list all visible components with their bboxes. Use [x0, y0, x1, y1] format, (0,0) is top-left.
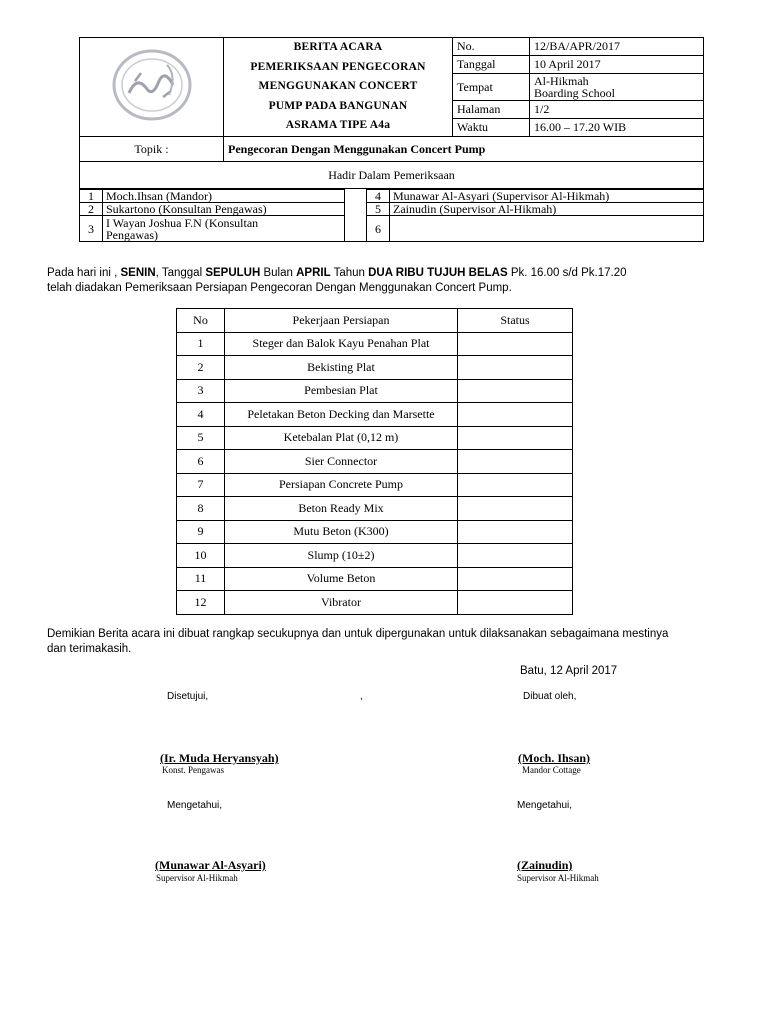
known-right-name: (Zainudin) — [517, 858, 573, 872]
row-task: Peletakan Beton Decking dan Marsette — [225, 403, 458, 427]
column-gap — [345, 190, 367, 203]
row-number: 1 — [177, 332, 225, 356]
table-row — [177, 520, 573, 544]
institution-logo-icon — [107, 45, 197, 125]
row-task: Steger dan Balok Kayu Penahan Plat — [225, 332, 458, 356]
row-number: 12 — [177, 591, 225, 615]
row-status — [458, 426, 573, 450]
info-value — [530, 74, 704, 101]
row-number: 4 — [177, 403, 225, 427]
row-number: 10 — [177, 544, 225, 568]
info-key: Tanggal — [453, 56, 530, 74]
row-task: Mutu Beton (K300) — [225, 520, 458, 544]
intro-line-1 — [47, 266, 747, 281]
made-label: Dibuat oleh, — [523, 691, 577, 702]
attendee-name — [390, 216, 704, 242]
row-status — [458, 567, 573, 591]
attendee-number: 3 — [80, 216, 103, 242]
row-status — [458, 403, 573, 427]
row-status — [458, 473, 573, 497]
document-title — [224, 38, 453, 137]
attendee-name: Moch.Ihsan (Mandor) — [103, 190, 345, 203]
logo-cell — [80, 38, 224, 137]
info-key: Waktu — [453, 119, 530, 137]
attendee-row — [80, 203, 704, 216]
attendee-row — [80, 190, 704, 203]
approver-role: Konst. Pengawas — [162, 765, 224, 775]
row-task: Bekisting Plat — [225, 356, 458, 380]
row-status — [458, 356, 573, 380]
intro-paragraph — [47, 266, 747, 296]
table-row — [177, 426, 573, 450]
row-task: Persiapan Concrete Pump — [225, 473, 458, 497]
row-status — [458, 450, 573, 474]
intro-text: Bulan — [260, 267, 297, 279]
row-number: 6 — [177, 450, 225, 474]
info-key: Tempat — [453, 74, 530, 101]
row-task: Volume Beton — [225, 567, 458, 591]
attendee-number: 2 — [80, 203, 103, 216]
attendee-number: 4 — [367, 190, 390, 203]
row-number: 3 — [177, 379, 225, 403]
column-header: No — [177, 309, 225, 333]
known-label-right: Mengetahui, — [517, 800, 573, 811]
intro-text: Tahun — [330, 267, 369, 279]
intro-text: Pk. 16.00 s/d Pk.17.20 — [507, 267, 627, 279]
column-gap — [345, 203, 367, 216]
maker-name: (Moch. Ihsan) — [518, 751, 591, 765]
attendee-number: 6 — [367, 216, 390, 242]
intro-day: SENIN — [120, 267, 156, 279]
approved-label: Disetujui, — [167, 691, 209, 702]
row-number: 9 — [177, 520, 225, 544]
row-status — [458, 497, 573, 521]
row-status — [458, 591, 573, 615]
table-row — [177, 497, 573, 521]
intro-month: APRIL — [296, 267, 331, 279]
maker-role: Mandor Cottage — [522, 765, 581, 775]
row-status — [458, 544, 573, 568]
attendee-row — [80, 216, 704, 242]
table-row — [177, 473, 573, 497]
row-status — [458, 520, 573, 544]
known-left-role: Supervisor Al-Hikmah — [156, 873, 238, 883]
row-task: Pembesian Plat — [225, 379, 458, 403]
attendee-name: Munawar Al-Asyari (Supervisor Al-Hikmah) — [390, 190, 704, 203]
topic-value: Pengecoran Dengan Menggunakan Concert Pump — [224, 137, 704, 162]
known-label-left: Mengetahui, — [167, 800, 223, 811]
row-status — [458, 379, 573, 403]
attendance-heading: Hadir Dalam Pemeriksaan — [80, 162, 704, 189]
topic-label: Topik : — [80, 137, 224, 162]
table-row — [177, 332, 573, 356]
row-task: Slump (10±2) — [225, 544, 458, 568]
row-task: Sier Connector — [225, 450, 458, 474]
table-row — [177, 544, 573, 568]
info-value: 1/2 — [530, 101, 704, 119]
intro-text: Pada hari ini , — [47, 267, 121, 279]
table-row — [177, 450, 573, 474]
closing-line-2: dan terimakasih. — [47, 643, 132, 655]
intro-text: , Tanggal — [155, 267, 206, 279]
title-line: PEMERIKSAAN PENGECORAN — [250, 60, 426, 73]
attendee-name-line: Pengawas) — [106, 227, 158, 242]
header-table — [79, 37, 704, 189]
info-value: 16.00 – 17.20 WIB — [530, 119, 704, 137]
attendee-name: Zainudin (Supervisor Al-Hikmah) — [390, 203, 704, 216]
row-number: 5 — [177, 426, 225, 450]
known-right-role: Supervisor Al-Hikmah — [517, 873, 599, 883]
table-row — [177, 567, 573, 591]
attendee-name — [103, 216, 345, 242]
checklist-header-row — [177, 309, 573, 333]
column-gap — [345, 216, 367, 242]
info-value-line: Al-Hikmah — [534, 74, 589, 88]
row-task: Beton Ready Mix — [225, 497, 458, 521]
attendee-name-line: I Wayan Joshua F.N (Konsultan — [106, 215, 259, 230]
title-line: ASRAMA TIPE A4a — [285, 119, 391, 132]
approver-name: (Ir. Muda Heryansyah) — [160, 751, 279, 765]
title-line: PUMP PADA BANGUNAN — [268, 99, 408, 112]
attendee-number: 1 — [80, 190, 103, 203]
info-value: 10 April 2017 — [530, 56, 704, 74]
place-date: Batu, 12 April 2017 — [520, 665, 618, 677]
known-left-name: (Munawar Al-Asyari) — [155, 858, 266, 872]
intro-line-2: telah diadakan Pemeriksaan Persiapan Pengecoran Dengan Menggunakan Concert Pump. — [47, 282, 512, 294]
attendee-number: 5 — [367, 203, 390, 216]
table-row — [177, 403, 573, 427]
row-status — [458, 332, 573, 356]
attendee-name: Sukartono (Konsultan Pengawas) — [103, 203, 345, 216]
info-value: 12/BA/APR/2017 — [530, 38, 704, 56]
info-key: No. — [453, 38, 530, 56]
table-row — [177, 379, 573, 403]
table-row — [177, 356, 573, 380]
intro-date: SEPULUH — [205, 267, 261, 279]
column-header: Status — [458, 309, 573, 333]
row-task: Ketebalan Plat (0,12 m) — [225, 426, 458, 450]
title-line: BERITA ACARA — [293, 41, 383, 54]
attendees-table — [79, 189, 704, 242]
checklist-table — [176, 308, 573, 615]
column-header: Pekerjaan Persiapan — [225, 309, 458, 333]
row-number: 8 — [177, 497, 225, 521]
closing-line-1: Demikian Berita acara ini dibuat rangkap secukupnya dan untuk dipergunakan untuk dilaksanakan sebagaimana mestinya — [47, 628, 669, 640]
table-row — [177, 591, 573, 615]
comma-text: , — [360, 691, 363, 702]
row-task: Vibrator — [225, 591, 458, 615]
info-key: Halaman — [453, 101, 530, 119]
row-number: 2 — [177, 356, 225, 380]
closing-paragraph — [47, 627, 757, 657]
intro-year: DUA RIBU TUJUH BELAS — [368, 267, 508, 279]
title-line: MENGGUNAKAN CONCERT — [258, 80, 418, 93]
row-number: 7 — [177, 473, 225, 497]
row-number: 11 — [177, 567, 225, 591]
info-value-line: Boarding School — [534, 86, 615, 100]
